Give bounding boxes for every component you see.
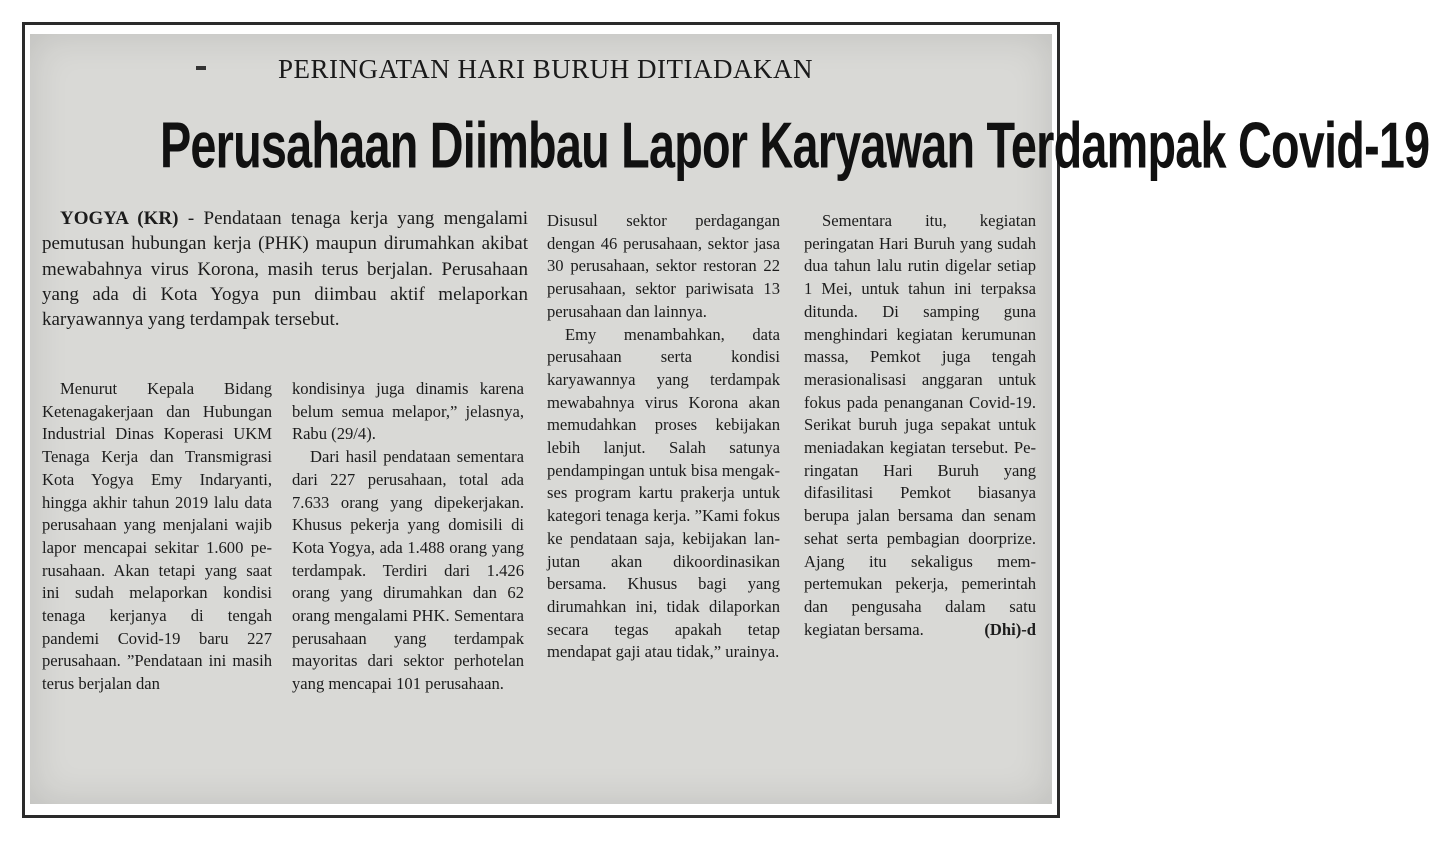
column-3-paragraph-1: Disusul sektor perdagangan dengan 46 perusahaan, sektor jasa 30 perusahaan, sektor restoran 22 perusahaan, sektor pariwisata 13 perusahaan dan lainnya. [547, 211, 780, 321]
column-3 [547, 210, 780, 664]
column-2-paragraph-2: Dari hasil pendataan sementara dari 227 perusahaan, total ada 7.633 orang yang dipekerjakan. Khusus pekerja yang domisili di Kota Yogya, ada 1.488 orang yang terdampak. Terdiri dari 1.426 orang yang dirumahkan dan 62 orang mengalami PHK. Sementara perusahaan yang terdampak mayoritas dari sektor perhotelan yang mencapai 101 perusahaan. [292, 447, 524, 694]
column-1 [42, 378, 272, 696]
author-signature: (Dhi)-d [984, 619, 1036, 639]
kicker-title: PERINGATAN HARI BURUH DITIADAKAN [277, 54, 814, 84]
lead-text: - Pendataan tenaga kerja yang mengalami pemutusan hubungan kerja (PHK) maupun dirumahkan akibat mewabahnya virus Korona, masih terus berjalan. Perusahaan yang ada di Kota Yogya pun diimbau aktif melaporkan karyawannya yang terdampak tersebut. [42, 208, 528, 331]
column-4-paragraph-1 [804, 210, 1036, 641]
column-3-paragraph-2: Emy menambahkan, data perusahaan serta kondisi karyawannya yang terdampak mewabahnya virus Korona akan memudahkan proses kebijakan lebih lanjut. Salah satunya pendampingan untuk bisa mengakses program kartu prakerja untuk kategori tenaga kerja. ”Kami fokus ke pendataan saja, kebijakan lanjutan akan dikoordinasikan bersama. Khusus bagi yang dirumahkan ini, tidak dilaporkan secara tegas apakah tetap mendapat gaji atau tidak,” urainya. [547, 324, 780, 662]
column-2 [292, 378, 524, 696]
dateline: YOGYA (KR) [60, 208, 179, 229]
column-2-paragraph-1: kondisinya juga dinamis karena belum semua melapor,” jelasnya, Rabu (29/4). [292, 379, 524, 444]
headline: Perusahaan Diimbau Lapor Karyawan Terdampak Covid-19 [160, 109, 1429, 182]
lead-paragraph [42, 206, 528, 332]
column-4-text: Sementara itu, kegiatan peringatan Hari Buruh yang sudah dua tahun lalu rutin digelar setiap 1 Mei, untuk tahun ini terpaksa ditunda. Di samping guna menghindari kegiatan kerumunan massa, Pemkot juga tengah merasionalisasi anggaran untuk fokus pada penanganan Covid-19. Serikat buruh juga sepakat untuk meniadakan kegiatan tersebut. Peringatan Hari Buruh yang difasilitasi Pemkot biasanya berupa jalan bersama dan senam sehat serta pembagian doorprize. Ajang itu sekaligus mempertemukan pekerja, pemerintah dan pengusaha dalam satu kegiatan bersama. [804, 211, 1036, 639]
column-1-paragraph-1: Menurut Kepala Bidang Ketenagakerjaan dan Hubungan Industrial Dinas Koperasi UKM Tenaga Kerja dan Transmigrasi Kota Yogya Emy Indaryanti, hingga akhir tahun 2019 lalu data perusahaan yang menjalani wajib lapor mencapai sekitar 1.600 perusahaan. Akan tetapi yang saat ini sudah melaporkan kondisi tenaga kerjanya di tengah pandemi Covid-19 baru 227 perusahaan. ”Pendataan ini masih terus berjalan dan [42, 379, 272, 694]
column-4 [804, 210, 1036, 641]
